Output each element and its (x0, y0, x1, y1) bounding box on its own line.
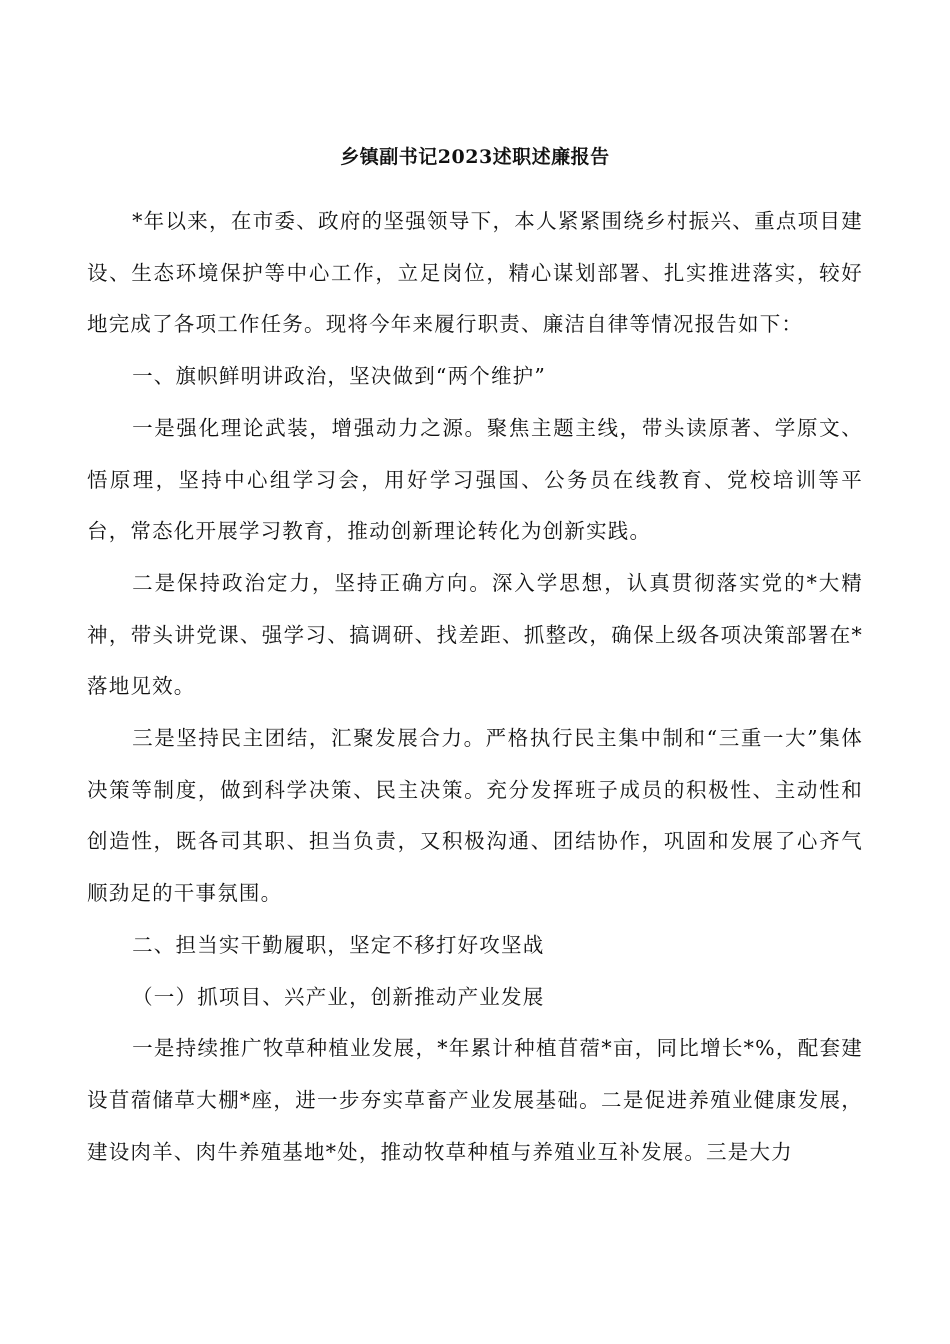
body-paragraph: 一是持续推广牧草种植业发展，*年累计种植苜蓿*亩，同比增长*%，配套建设苜蓿储草大棚*座，进一步夯实草畜产业发展基础。二是促进养殖业健康发展，建设肉羊、肉牛养殖基地*处，推动牧草种植与养殖业互补发展。三是大力 (87, 1036, 863, 1164)
body-paragraph: 二是保持政治定力，坚持正确方向。深入学思想，认真贯彻落实党的*大精神，带头讲党课、强学习、搞调研、找差距、抓整改，确保上级各项决策部署在*落地见效。 (87, 570, 863, 699)
section-heading-1: 一、旗帜鲜明讲政治，坚决做到“两个维护” (132, 364, 547, 389)
section-heading-2: 二、担当实干勤履职，坚定不移打好攻坚战 (132, 932, 545, 957)
document-body (87, 196, 863, 1178)
document-title: 乡镇副书记2023述职述廉报告 (340, 146, 610, 168)
body-paragraph: 三是坚持民主团结，汇聚发展合力。严格执行民主集中制和“三重一大”集体决策等制度，做到科学决策、民主决策。充分发挥班子成员的积极性、主动性和创造性，既各司其职、担当负责，又积极沟通、团结协作，巩固和发展了心齐气顺劲足的干事氛围。 (87, 726, 863, 906)
intro-paragraph: *年以来，在市委、政府的坚强领导下，本人紧紧围绕乡村振兴、重点项目建设、生态环境保护等中心工作，立足岗位，精心谋划部署、扎实推进落实，较好地完成了各项工作任务。现将今年来履行职责、廉洁自律等情况报告如下： (87, 209, 863, 337)
subsection-heading-1: （一）抓项目、兴产业，创新推动产业发展 (132, 984, 545, 1009)
body-paragraph: 一是强化理论武装，增强动力之源。聚焦主题主线，带头读原著、学原文、悟原理，坚持中心组学习会，用好学习强国、公务员在线教育、党校培训等平台，常态化开展学习教育，推动创新理论转化为创新实践。 (87, 415, 863, 544)
